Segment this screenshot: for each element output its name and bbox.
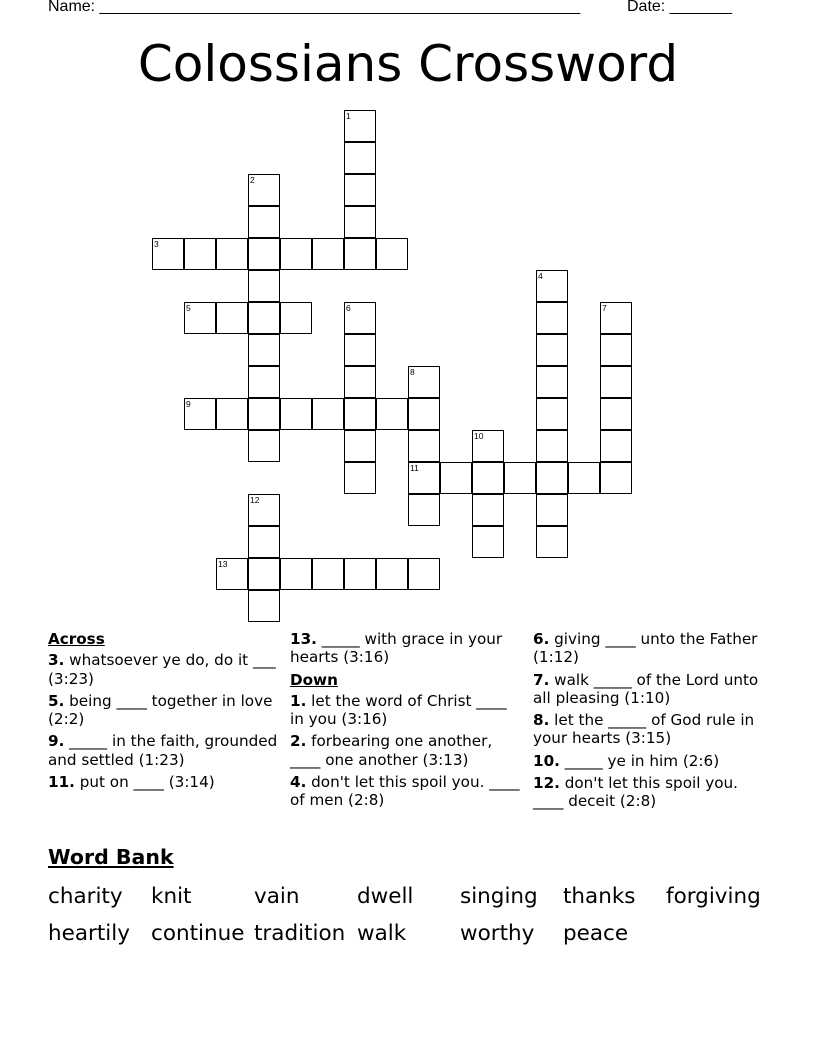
grid-cell[interactable] [248, 430, 280, 462]
clue-number: 8. [533, 711, 550, 730]
grid-cell[interactable] [312, 398, 344, 430]
clue-number: 12. [533, 774, 560, 793]
clue-number-label: 4 [538, 271, 543, 281]
word-bank-item: tradition [254, 921, 346, 946]
grid-cell[interactable] [536, 494, 568, 526]
word-bank-item: knit [151, 884, 192, 909]
clue-number-label: 7 [602, 303, 607, 313]
down-clue-8 [533, 711, 765, 748]
across-clue-5 [48, 692, 280, 729]
word-bank-item: peace [563, 921, 629, 946]
down-clue-4 [290, 773, 522, 810]
down-clue-6 [533, 630, 765, 667]
clue-number-label: 13 [218, 559, 228, 569]
word-bank-item: charity [48, 884, 123, 909]
grid-cell[interactable] [184, 238, 216, 270]
word-bank-item: dwell [357, 884, 414, 909]
grid-cell[interactable] [536, 302, 568, 334]
grid-cell[interactable] [248, 494, 280, 526]
grid-cell[interactable] [376, 558, 408, 590]
grid-cell[interactable] [312, 558, 344, 590]
down-clue-1 [290, 692, 522, 729]
grid-cell[interactable] [504, 462, 536, 494]
grid-cell[interactable] [248, 526, 280, 558]
page-title: Colossians Crossword [137, 35, 679, 93]
grid-cell[interactable] [344, 334, 376, 366]
grid-cell[interactable] [248, 238, 280, 270]
across-clue-13 [290, 630, 522, 667]
grid-cell[interactable] [184, 398, 216, 430]
grid-cell[interactable] [344, 398, 376, 430]
clue-column-3 [533, 630, 765, 815]
grid-cell[interactable] [248, 302, 280, 334]
clue-text: whatsoever ye do, do it ___ (3:23) [48, 651, 276, 688]
grid-cell[interactable] [472, 526, 504, 558]
grid-cell[interactable] [344, 430, 376, 462]
grid-cell[interactable] [344, 206, 376, 238]
grid-cell[interactable] [344, 238, 376, 270]
grid-cell[interactable] [536, 366, 568, 398]
down-clue-10 [533, 752, 765, 770]
clue-number: 13. [290, 630, 317, 648]
grid-cell[interactable] [248, 174, 280, 206]
grid-cell[interactable] [248, 366, 280, 398]
word-bank-item: worthy [460, 921, 535, 946]
grid-cell[interactable] [280, 238, 312, 270]
grid-cell[interactable] [344, 142, 376, 174]
clue-text: being ____ together in love (2:2) [48, 691, 273, 729]
clue-text: don't let this spoil you. ____ of men (2:8) [290, 773, 520, 810]
grid-cell[interactable] [536, 462, 568, 494]
grid-cell[interactable] [344, 302, 376, 334]
down-clue-7 [533, 671, 765, 708]
word-bank-item: thanks [563, 884, 636, 909]
clue-number: 9. [48, 732, 65, 751]
word-bank-title: Word Bank [48, 845, 174, 869]
clue-text: let the _____ of God rule in your hearts (3:15) [533, 711, 755, 748]
grid-cell[interactable] [536, 334, 568, 366]
clue-text: _____ with grace in your hearts (3:16) [290, 630, 503, 667]
clue-number: 10. [533, 751, 560, 770]
word-bank-item: continue [151, 921, 245, 946]
grid-cell[interactable] [472, 430, 504, 462]
grid-cell[interactable] [536, 270, 568, 302]
grid-cell[interactable] [344, 558, 376, 590]
grid-cell[interactable] [216, 302, 248, 334]
grid-cell[interactable] [184, 302, 216, 334]
grid-cell[interactable] [536, 526, 568, 558]
grid-cell[interactable] [536, 430, 568, 462]
clue-text: let the word of Christ ____ in you (3:16) [290, 691, 507, 729]
grid-cell[interactable] [600, 366, 632, 398]
grid-cell[interactable] [600, 334, 632, 366]
grid-cell[interactable] [216, 398, 248, 430]
clue-number-label: 3 [154, 239, 159, 249]
grid-cell[interactable] [536, 398, 568, 430]
grid-cell[interactable] [344, 174, 376, 206]
grid-cell[interactable] [408, 462, 440, 494]
clue-number: 7. [533, 670, 550, 689]
grid-cell[interactable] [248, 270, 280, 302]
clue-number: 11. [48, 773, 75, 792]
grid-cell[interactable] [472, 462, 504, 494]
grid-cell[interactable] [408, 366, 440, 398]
clue-number-label: 9 [186, 399, 191, 409]
grid-cell[interactable] [344, 462, 376, 494]
clue-number: 3. [48, 651, 65, 670]
grid-cell[interactable] [600, 462, 632, 494]
clue-number: 5. [48, 691, 65, 710]
grid-cell[interactable] [344, 110, 376, 142]
grid-cell[interactable] [248, 206, 280, 238]
clue-column-1 [48, 630, 280, 795]
word-bank-item: forgiving [666, 884, 761, 909]
grid-cell[interactable] [280, 398, 312, 430]
grid-cell[interactable] [312, 238, 344, 270]
grid-cell[interactable] [376, 238, 408, 270]
grid-cell[interactable] [248, 558, 280, 590]
clue-number-label: 6 [346, 303, 351, 313]
clue-text: giving ____ unto the Father (1:12) [533, 630, 758, 667]
word-bank-item: vain [254, 884, 300, 909]
grid-cell[interactable] [600, 302, 632, 334]
down-clue-12 [533, 774, 765, 811]
down-clue-2 [290, 732, 522, 769]
clue-number-label: 8 [410, 367, 415, 377]
clue-text: don't let this spoil you. ____ deceit (2:8) [533, 774, 738, 811]
grid-cell[interactable] [216, 238, 248, 270]
grid-cell[interactable] [248, 398, 280, 430]
grid-cell[interactable] [248, 334, 280, 366]
name-field-label: Name: ______________________________________________________ [48, 0, 581, 15]
down-heading: Down [290, 670, 338, 689]
grid-cell[interactable] [408, 398, 440, 430]
grid-cell[interactable] [152, 238, 184, 270]
grid-cell[interactable] [280, 558, 312, 590]
date-field-label: Date: _______ [627, 0, 732, 15]
across-clue-9 [48, 732, 280, 769]
across-clue-3 [48, 651, 280, 688]
grid-cell[interactable] [408, 494, 440, 526]
word-bank-item: singing [460, 884, 538, 909]
grid-cell[interactable] [216, 558, 248, 590]
clue-text: _____ in the faith, grounded and settled (1:23) [48, 732, 278, 769]
grid-cell[interactable] [472, 494, 504, 526]
grid-cell[interactable] [600, 430, 632, 462]
grid-cell[interactable] [568, 462, 600, 494]
grid-cell[interactable] [280, 302, 312, 334]
clue-number-label: 11 [410, 463, 419, 473]
clue-number-label: 1 [346, 111, 351, 121]
grid-cell[interactable] [376, 398, 408, 430]
clue-number-label: 10 [474, 431, 484, 441]
grid-cell[interactable] [408, 430, 440, 462]
clue-number-label: 12 [250, 495, 260, 505]
clue-number: 1. [290, 691, 307, 710]
clue-number-label: 2 [250, 175, 255, 185]
grid-cell[interactable] [408, 558, 440, 590]
clue-number: 4. [290, 773, 307, 792]
clue-number: 2. [290, 732, 307, 751]
grid-cell[interactable] [440, 462, 472, 494]
clue-text: walk _____ of the Lord unto all pleasing (1:10) [533, 670, 759, 707]
clue-text: forbearing one another, ____ one another (3:13) [290, 732, 493, 769]
grid-cell[interactable] [344, 366, 376, 398]
clue-text: put on ____ (3:14) [79, 773, 215, 792]
clue-column-2 [290, 630, 522, 814]
clue-number: 6. [533, 630, 550, 648]
clue-number-label: 5 [186, 303, 191, 313]
across-clue-11 [48, 773, 280, 791]
clue-text: _____ ye in him (2:6) [564, 751, 720, 770]
word-bank-item: walk [357, 921, 407, 946]
grid-cell[interactable] [248, 590, 280, 622]
word-bank-item: heartily [48, 921, 130, 946]
grid-cell[interactable] [600, 398, 632, 430]
across-heading: Across [48, 630, 105, 648]
